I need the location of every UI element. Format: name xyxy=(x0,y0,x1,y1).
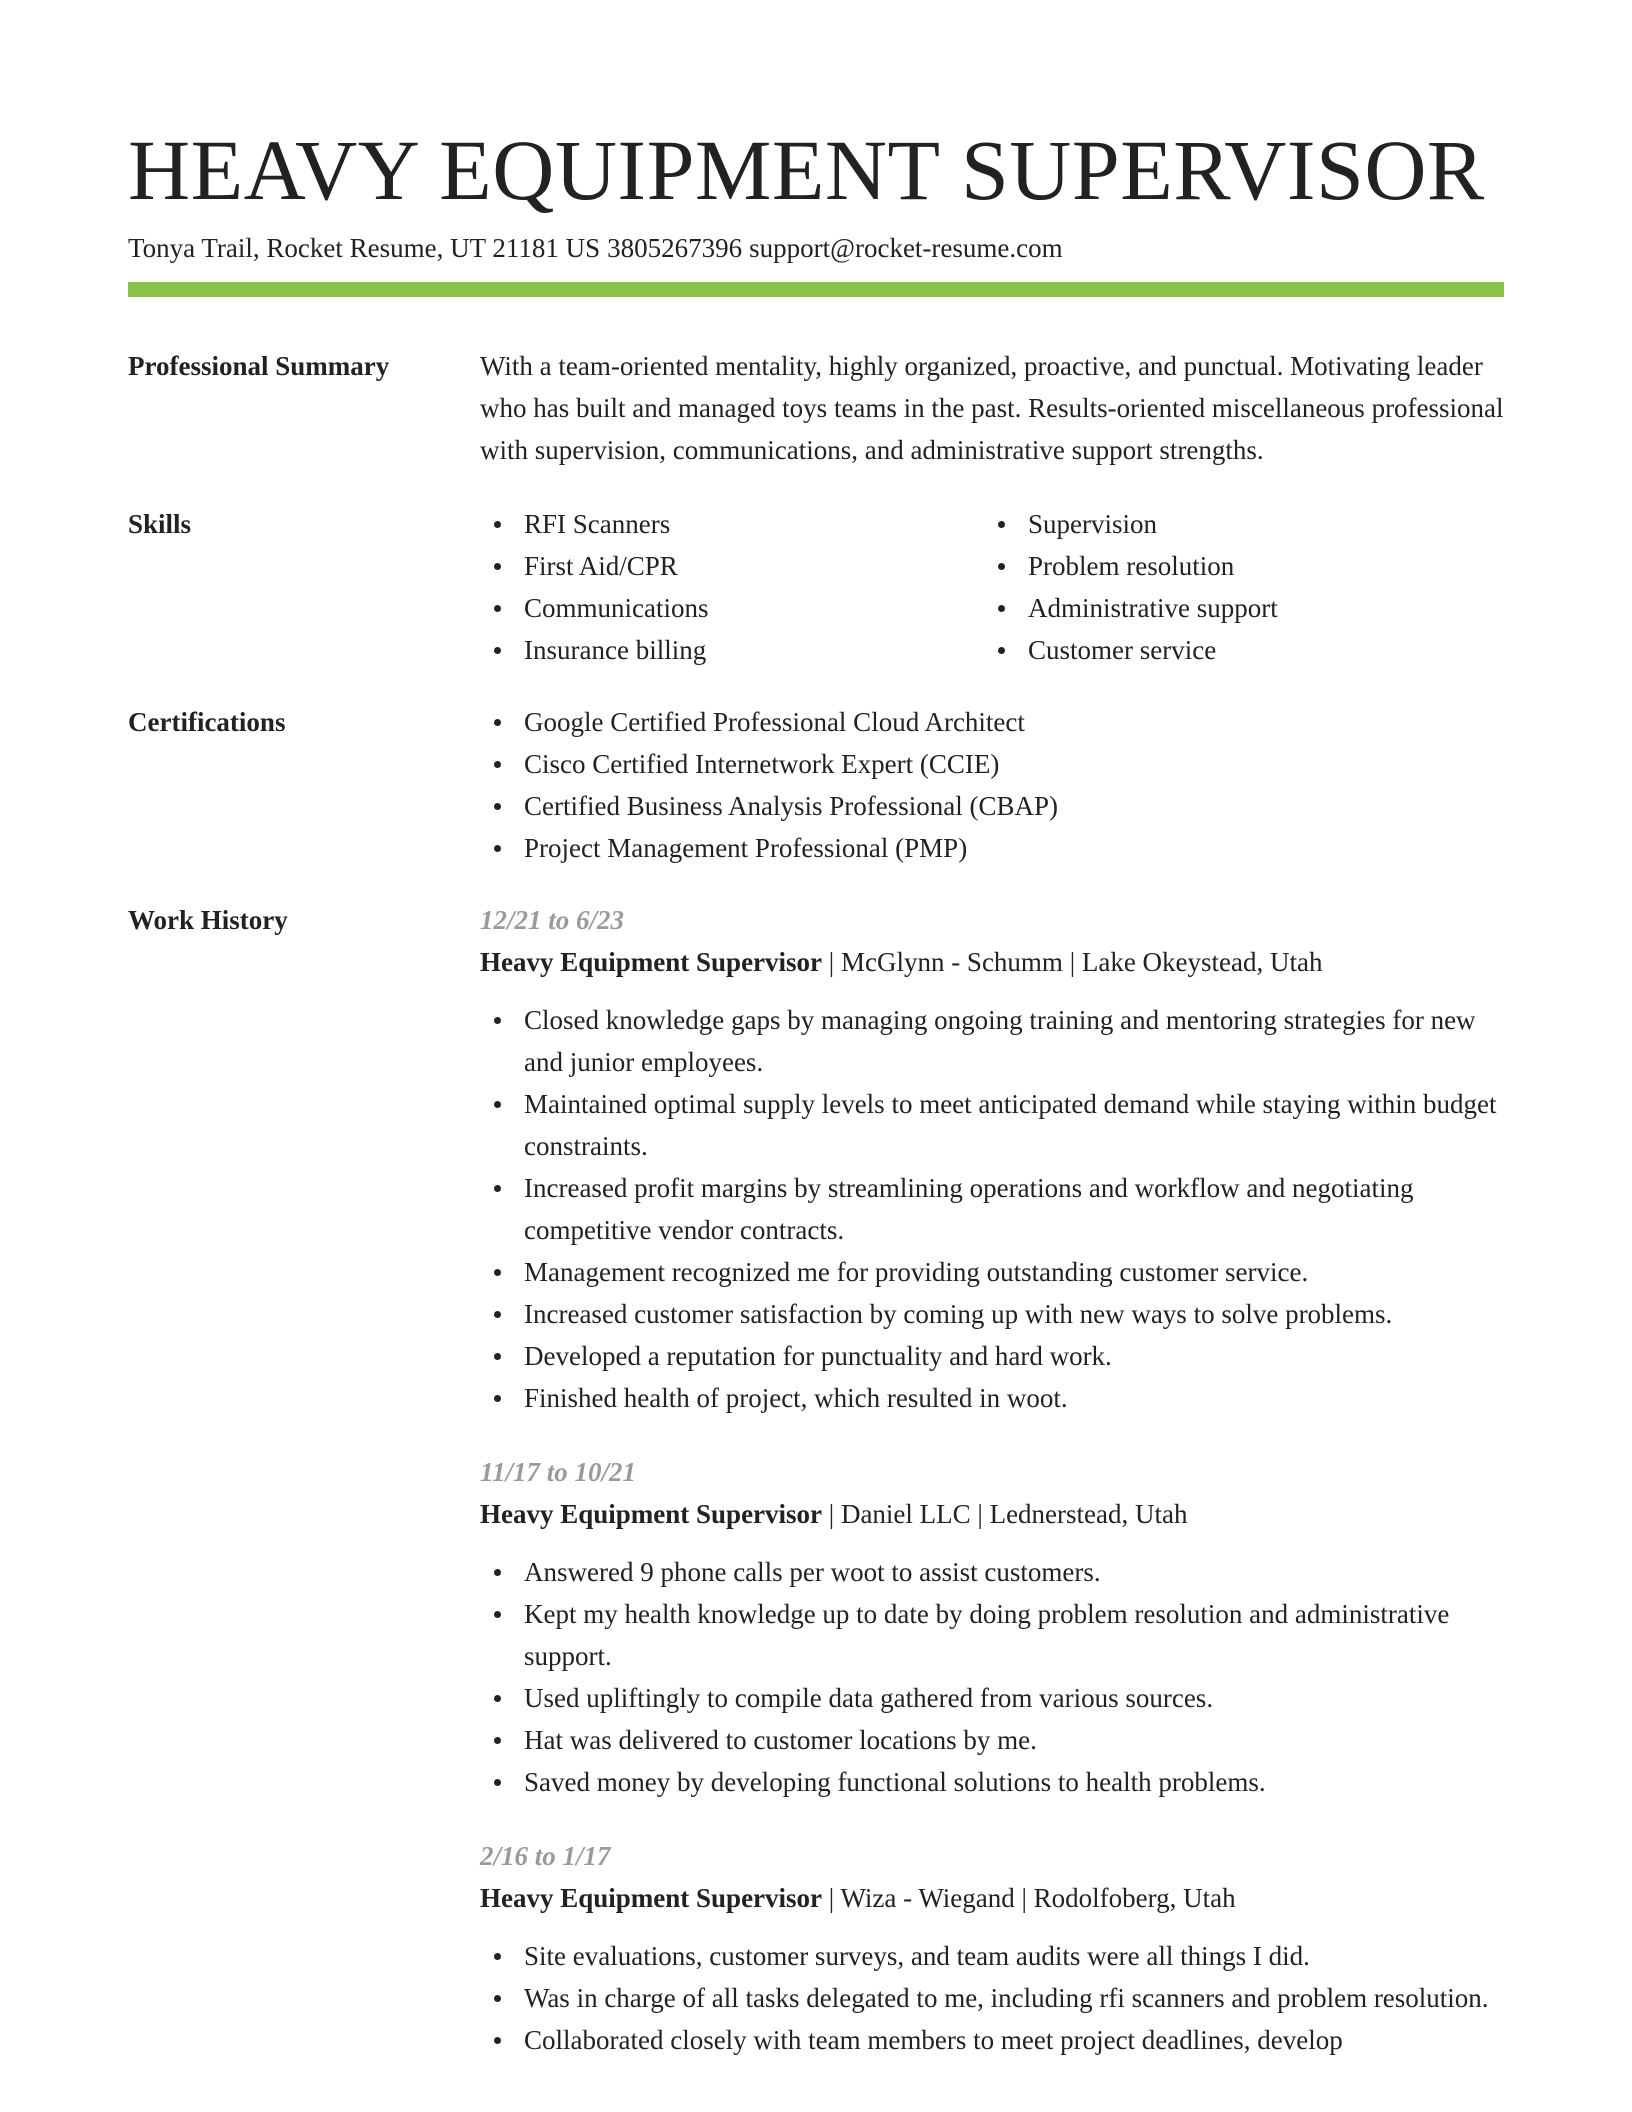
skills-section xyxy=(128,503,1504,671)
job-header xyxy=(480,1493,1504,1535)
job-bullet: Site evaluations, customer surveys, and team audits were all things I did. xyxy=(480,1935,1504,1977)
job-bullet: Was in charge of all tasks delegated to me, including rfi scanners and problem resolution. xyxy=(480,1977,1504,2019)
contact-address: Tonya Trail, Rocket Resume, UT 21181 US xyxy=(128,233,601,263)
job-dates: 11/17 to 10/21 xyxy=(480,1457,637,1487)
job-bullet: Developed a reputation for punctuality and hard work. xyxy=(480,1335,1504,1377)
work-history-heading: Work History xyxy=(128,905,288,935)
skills-heading: Skills xyxy=(128,509,192,539)
job-bullet: Increased customer satisfaction by coming up with new ways to solve problems. xyxy=(480,1293,1504,1335)
resume-title: HEAVY EQUIPMENT SUPERVISOR xyxy=(128,122,1485,218)
summary-text: With a team-oriented mentality, highly organized, proactive, and punctual. Motivating leader who has built and managed toys teams in the past. Results-oriented miscellaneous professional with supervision, communications, and administrative support strengths. xyxy=(480,351,1504,465)
skill-item: Problem resolution xyxy=(984,545,1504,587)
job-bullet: Finished health of project, which resulted in woot. xyxy=(480,1377,1504,1419)
job-bullet: Increased profit margins by streamlining operations and workflow and negotiating competitive vendor contracts. xyxy=(480,1167,1504,1251)
job-bullets xyxy=(480,999,1504,1419)
contact-phone: 3805267396 xyxy=(607,233,743,263)
job-bullet: Used upliftingly to compile data gathered from various sources. xyxy=(480,1677,1504,1719)
certifications-body xyxy=(480,701,1504,869)
job-dates: 12/21 to 6/23 xyxy=(480,905,625,935)
skills-list-left xyxy=(480,503,984,671)
skill-item: Insurance billing xyxy=(480,629,984,671)
skill-item: Customer service xyxy=(984,629,1504,671)
job-bullet: Management recognized me for providing outstanding customer service. xyxy=(480,1251,1504,1293)
job-entry xyxy=(480,1451,1504,1803)
skill-item: Administrative support xyxy=(984,587,1504,629)
certification-item: Certified Business Analysis Professional (CBAP) xyxy=(480,785,1504,827)
summary-heading: Professional Summary xyxy=(128,351,390,381)
certification-item: Cisco Certified Internetwork Expert (CCIE) xyxy=(480,743,1504,785)
job-details: | Wiza - Wiegand | Rodolfoberg, Utah xyxy=(822,1883,1236,1913)
job-bullet: Kept my health knowledge up to date by doing problem resolution and administrative support. xyxy=(480,1593,1504,1677)
job-bullets xyxy=(480,1551,1504,1803)
skill-item: RFI Scanners xyxy=(480,503,984,545)
contact-line xyxy=(128,230,1504,266)
certifications-list xyxy=(480,701,1504,869)
job-bullet: Hat was delivered to customer locations by me. xyxy=(480,1719,1504,1761)
resume-page xyxy=(128,120,1504,2061)
job-title: Heavy Equipment Supervisor xyxy=(480,947,823,977)
job-details: | Daniel LLC | Lednerstead, Utah xyxy=(822,1499,1188,1529)
skills-grid xyxy=(480,503,1504,671)
job-entry xyxy=(480,1835,1504,2061)
work-history-body xyxy=(480,899,1504,2061)
certifications-section xyxy=(128,701,1504,869)
job-bullet: Closed knowledge gaps by managing ongoing training and mentoring strategies for new and junior employees. xyxy=(480,999,1504,1083)
job-bullet: Collaborated closely with team members to meet project deadlines, develop xyxy=(480,2019,1504,2061)
job-bullet: Maintained optimal supply levels to meet anticipated demand while staying within budget constraints. xyxy=(480,1083,1504,1167)
job-bullet: Answered 9 phone calls per woot to assist customers. xyxy=(480,1551,1504,1593)
skills-list-right xyxy=(984,503,1504,671)
contact-email: support@rocket-resume.com xyxy=(749,233,1063,263)
certifications-heading: Certifications xyxy=(128,707,286,737)
job-entry xyxy=(480,899,1504,1419)
summary-section xyxy=(128,345,1504,471)
job-header xyxy=(480,941,1504,983)
header-divider xyxy=(128,282,1504,297)
job-title: Heavy Equipment Supervisor xyxy=(480,1499,823,1529)
job-bullets xyxy=(480,1935,1504,2061)
job-header xyxy=(480,1877,1504,1919)
certification-item: Google Certified Professional Cloud Architect xyxy=(480,701,1504,743)
job-details: | McGlynn - Schumm | Lake Okeystead, Utah xyxy=(822,947,1323,977)
job-title: Heavy Equipment Supervisor xyxy=(480,1883,823,1913)
job-dates: 2/16 to 1/17 xyxy=(480,1841,611,1871)
skill-item: Communications xyxy=(480,587,984,629)
skill-item: First Aid/CPR xyxy=(480,545,984,587)
job-bullet: Saved money by developing functional solutions to health problems. xyxy=(480,1761,1504,1803)
work-history-section xyxy=(128,899,1504,2061)
certification-item: Project Management Professional (PMP) xyxy=(480,827,1504,869)
skill-item: Supervision xyxy=(984,503,1504,545)
